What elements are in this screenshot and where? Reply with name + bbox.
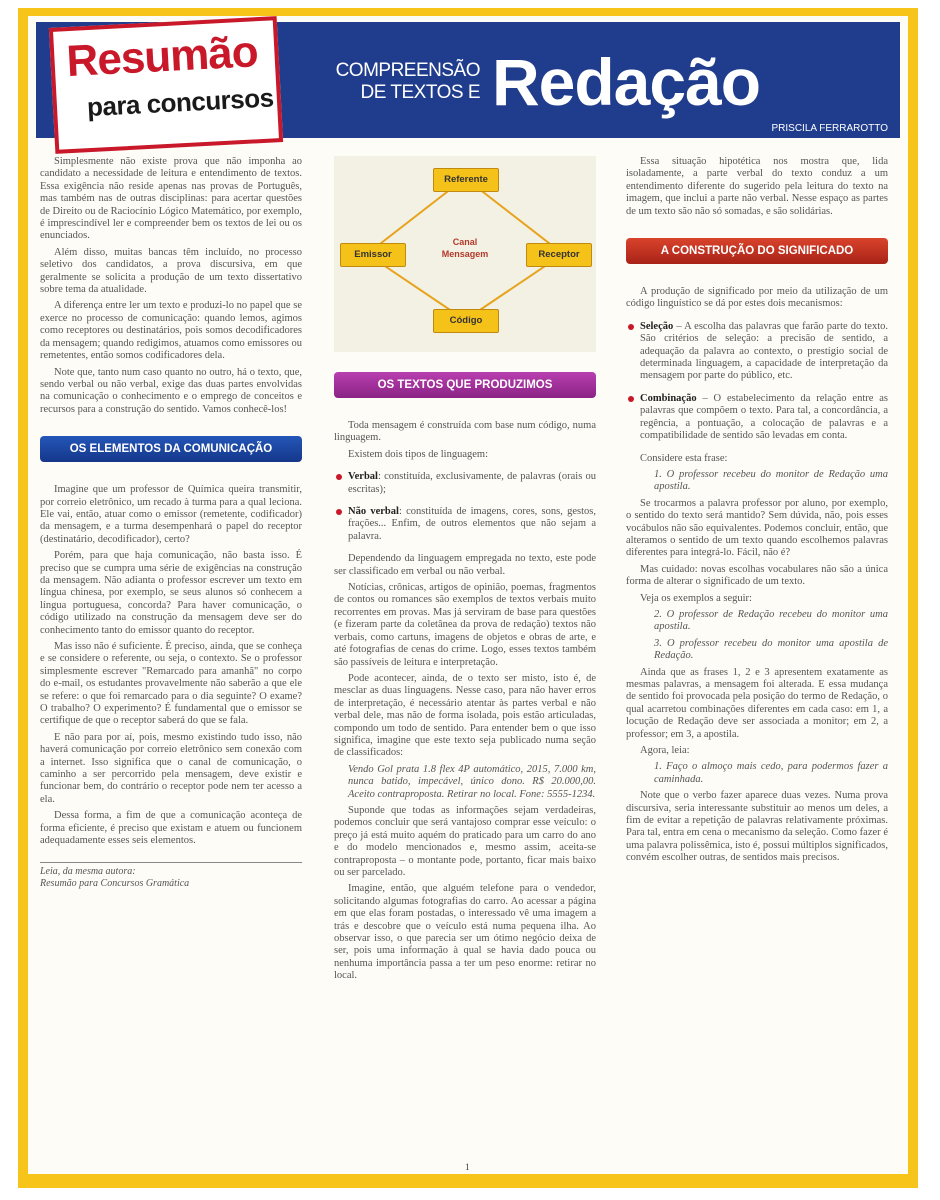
section-heading-textos: OS TEXTOS QUE PRODUZIMOS: [334, 372, 596, 398]
brand-logo: [49, 16, 283, 154]
example-item: 2. O professor de Redação recebeu do monitor uma apostila.: [654, 608, 888, 633]
node-codigo: Código: [433, 309, 499, 333]
paragraph: A produção de significado por meio da utilização de um código linguístico se dá por estes dois mecanismos:: [626, 286, 888, 310]
logo-title: Resumão: [65, 27, 259, 87]
paragraph: Note que, tanto num caso quanto no outro, há o texto, que, sendo verbal ou não verbal, exige das duas partes envolvidas na comunicação o conhecimento e o emprego de conceitos e recursos para a construção do sentido. Vamos conhecê-los!: [40, 366, 302, 415]
example-item: 1. O professor recebeu do monitor de Redação uma apostila.: [654, 468, 888, 493]
logo-subtitle: para concursos: [86, 82, 275, 123]
column-3: [626, 156, 888, 869]
paragraph: Toda mensagem é construída com base num código, numa linguagem.: [334, 420, 596, 444]
column-1: [40, 156, 302, 890]
section-heading-significado: A CONSTRUÇÃO DO SIGNIFICADO: [626, 238, 888, 264]
paragraph: Se trocarmos a palavra professor por aluno, por exemplo, o sentido do texto será mantido? Sem dúvida, não, pois esses vocábulos não são equivalentes. Podemos concluir, então, que alteramos o sentido de um texto quando escolhemos palavras diferentes para integrá-lo. Fácil, não é?: [626, 497, 888, 559]
page-border: [18, 8, 918, 1188]
bullet-verbal: Verbal: constituída, exclusivamente, de palavras (orais ou escritas);: [334, 471, 596, 496]
subtitle: COMPREENSÃO DE TEXTOS E: [335, 60, 480, 103]
paragraph: Além disso, muitas bancas têm incluído, no processo seletivo dos candidatos, a prova discursiva, em que geralmente se solicita a produção de um texto dissertativo sobre tema da atualidade.: [40, 246, 302, 296]
bullet-selecao: Seleção – A escolha das palavras que farão parte do texto. São critérios de seleção: a precisão de sentido, a adequação da palavra ao contexto, o prestígio social de determinada linguagem, a capacidade de interpretação da mensagem por parte do público, etc.: [626, 321, 888, 383]
node-receptor: Receptor: [526, 243, 592, 267]
communication-diagram: [334, 156, 596, 352]
column-2: [334, 156, 596, 987]
paragraph: A diferença entre ler um texto e produzi-lo no papel que se exerce no processo de comunicação: quando lemos, agimos como receptores ou destinatários, pois somos decodificadores da mensagem; quando redigimos, atuamos como emissores ou remetentes, então somos codificadores dela.: [40, 300, 302, 362]
paragraph: Mas cuidado: novas escolhas vocabulares não são a única forma de alterar o significado de um texto.: [626, 563, 888, 588]
paragraph: Considere esta frase:: [640, 452, 728, 464]
paragraph: Note que o verbo fazer aparece duas vezes. Numa prova discursiva, seria interessante substituir ao menos um deles, a fim de evitar a repetição de palavras relativamente próximas. Para tal, entra em cena o mecanismo da seleção. Como fazer é uma palavra polissêmica, isto é, possui múltiplos significados, convém escolher outras, de sentidos mais precisos.: [626, 790, 888, 864]
paragraph: Imagine, então, que alguém telefone para o vendedor, solicitando algumas fotografias do carro. Ao acessar a página em que elas foram postadas, o interessado vê uma imagem a trás e descobre que o veículo está numa pequena ilha. Ao observar isso, o que parecia ser um ótimo negócio deixa de ser, pois uma informação à qual se havia dado pouca ou nenhuma importância passa a ter um peso enorme: retirar no local.: [334, 883, 596, 982]
paragraph: Simplesmente não existe prova que não imponha ao candidato a necessidade de leitura e entendimento de textos. Essa exigência não reside apenas nas provas de Português, mas também nas de outras disciplinas: para acertar questões de Direito ou de Raciocínio Lógico Matemático, por exemplo, é imprescindível ler e compreender bem os textos de lei ou os enunciados.: [40, 156, 302, 242]
paragraph: Dependendo da linguagem empregada no texto, este pode ser classificado em verbal ou não verbal.: [334, 553, 596, 577]
node-emissor: Emissor: [340, 243, 406, 267]
example-item: 3. O professor recebeu do monitor uma apostila de Redação.: [654, 637, 888, 662]
paragraph: Notícias, crônicas, artigos de opinião, poemas, fragmentos de contos ou romances são exemplos de textos verbais muito recorrentes em provas. Mas já serviram de base para questões (e fizeram parte da coletânea da prova de redação) textos não verbais, como cartuns, imagens de objetos e obras de arte, e até fotografias de cenas do crime. Logo, esses textos também são passíveis de leitura e interpretação.: [334, 582, 596, 668]
paragraph: Imagine que um professor de Química queira transmitir, por correio eletrônico, um recado à turma para a qual leciona. Ele vai, então, atuar como o emissor (remetente, codificador) da mensagem, e a turma desempenhará o papel do receptor (destinatário, decodificador), certo?: [40, 484, 302, 545]
node-canal-mensagem: Canal Mensagem: [441, 237, 489, 259]
footnote: Leia, da mesma autora: Resumão para Concursos Gramática: [40, 862, 302, 891]
node-referente: Referente: [433, 168, 499, 192]
bullet-combinacao: Combinação – O estabelecimento da relação entre as palavras que compõem o texto. Para tal, a concordância, a regência, a pontuação, a colocação de palavras e a compatibilidade de sentido são levadas em conta.: [626, 393, 888, 443]
paragraph: E não para por aí, pois, mesmo existindo tudo isso, não haverá comunicação por correio eletrônico sem conexão com a internet. Isso significa que o canal de comunicação, o caminho a ser percorrido pela mensagem, deve existir e funcionar bem, do contrário o receptor pode nem ter acesso a ela.: [40, 731, 302, 805]
classified-ad-quote: Vendo Gol prata 1.8 flex 4P automático, 2015, 7.000 km, nunca batido, impecável, único dono. R$ 20.000,00. Aceito contraproposta. Retirar no local. Fone: 5555-1234.: [348, 763, 596, 800]
paragraph: Dessa forma, a fim de que a comunicação aconteça de forma eficiente, é preciso que existam e atuem ou funcionem adequadamente esses seis elementos.: [40, 810, 302, 847]
example-item: 1. Faço o almoço mais cedo, para podermos fazer a caminhada.: [654, 761, 888, 785]
paragraph: Porém, para que haja comunicação, não basta isso. É preciso que se cumpra uma série de exigências na construção da mensagem. Não adianta o professor escrever um texto em língua chinesa, por exemplo, se seus alunos só conhecem a língua portuguesa, concorda? Para haver comunicação, o código utilizado na construção da mensagem deve ser do conhecimento tanto do emissor quanto do receptor.: [40, 550, 302, 636]
paragraph: Mas isso não é suficiente. É preciso, ainda, que se conheça e se considere o referente, ou seja, o contexto. Se o professor simplesmente escrever "Remarcado para amanhã" no corpo do e-mail, os estudantes provavelmente não saberão a que ele se refere: o que foi remarcado para o dia seguinte? O exame? O trabalho? O experimento? É fundamental que o emissor se certifique de que o receptor saberá do que se fala.: [40, 641, 302, 727]
paragraph: Pode acontecer, ainda, de o texto ser misto, isto é, de mesclar as duas linguagens. Nesse caso, para não haver erros de interpretação, é necessário atentar às partes verbal e não verbal dele, mas não de forma isolada, pois estão articuladas, compondo um todo de sentido. Para entender bem o que isso significa, imagine que este texto seja publicado numa seção de classificados:: [334, 672, 596, 759]
paragraph: Suponde que todas as informações sejam verdadeiras, podemos concluir que será vantajoso comprar esse veículo: o preço já está muito aquém do praticado para um carro do ano e do modelo mencionados e, mesmo assim, aceita-se contraproposta – o montante pode, portanto, ficar mais baixo ou ser parcelado.: [334, 804, 596, 878]
bullet-nao-verbal: Não verbal: constituída de imagens, cores, sons, gestos, frações... Enfim, de outros elementos que não sejam a palavra.: [334, 506, 596, 543]
main-title: Redação: [492, 45, 761, 119]
paragraph: Existem dois tipos de linguagem:: [348, 448, 488, 460]
reference-sheet: [28, 16, 908, 1174]
author-name: PRISCILA FERRAROTTO: [771, 123, 888, 134]
section-heading-elementos: OS ELEMENTOS DA COMUNICAÇÃO: [40, 436, 302, 462]
page-number: 1: [465, 1162, 470, 1172]
paragraph: Ainda que as frases 1, 2 e 3 apresentem exatamente as mesmas palavras, a mensagem foi alterada. E essa mudança de sentido foi provocada pela posição do termo de Redação, o qual acarretou combinações diferentes em cada caso: em 1, a locução de Redação deve ser associada a monitor; em 2, a professor; em 3, a apostila.: [626, 666, 888, 740]
paragraph: Veja os exemplos a seguir:: [640, 592, 752, 604]
paragraph: Essa situação hipotética nos mostra que, lida isoladamente, a parte verbal do texto conduz a um entendimento diferente do sugerido pela leitura do texto na imagem, que inclui a parte não verbal. Nesse espaço as partes de um texto são não só somadas, e são solidárias.: [626, 156, 888, 217]
paragraph: Agora, leia:: [640, 745, 690, 757]
